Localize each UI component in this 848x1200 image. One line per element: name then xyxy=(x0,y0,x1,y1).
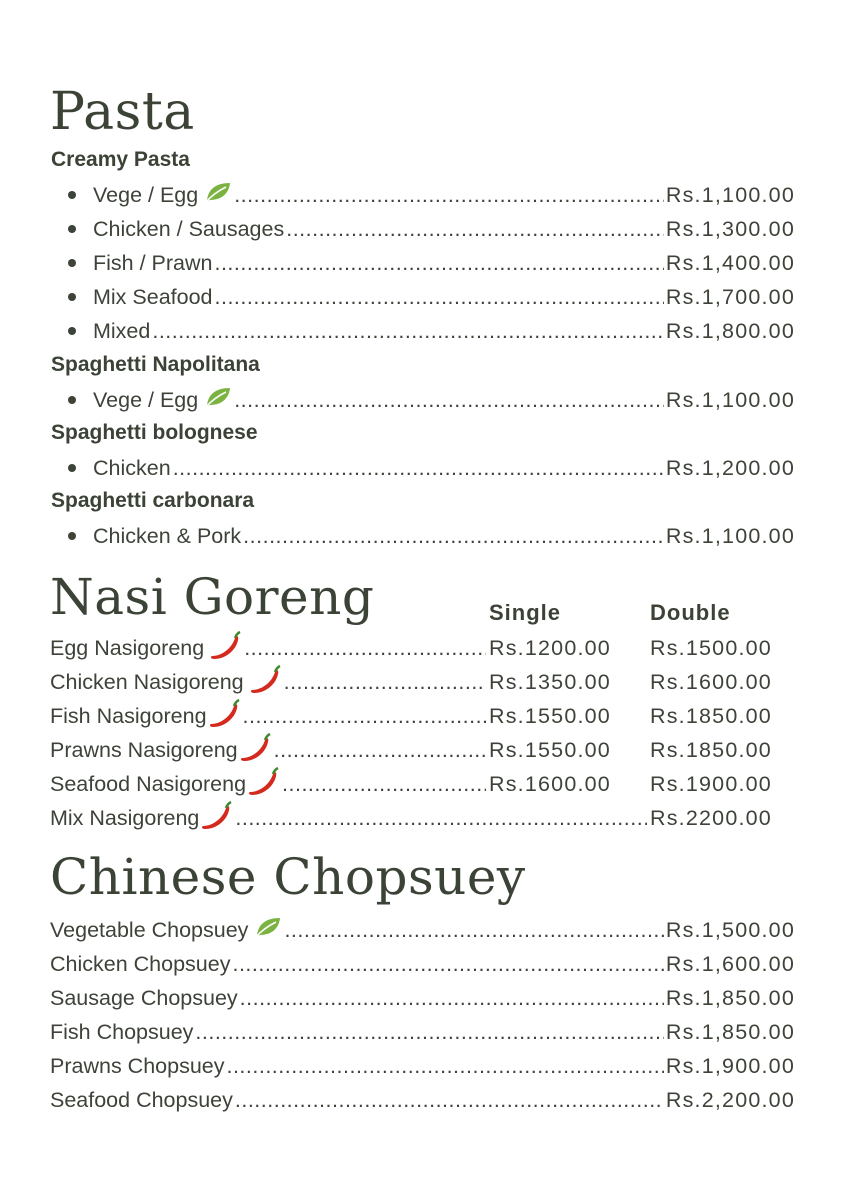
list-item xyxy=(50,1051,795,1081)
item-price: Rs.1,500.00 xyxy=(665,917,795,942)
leaf-icon xyxy=(254,916,282,944)
bullet-icon xyxy=(68,464,76,472)
item-name: Mix Nasigoreng xyxy=(50,805,200,830)
item-price-double: Rs.1850.00 xyxy=(650,704,772,728)
item-name: Chicken xyxy=(93,455,171,480)
item-price: Rs.1,700.00 xyxy=(665,284,795,309)
list-item xyxy=(50,453,795,483)
list-item xyxy=(50,949,795,979)
item-price: Rs.1,100.00 xyxy=(665,182,795,207)
subheading-spaghetti-carbonara: Spaghetti carbonara xyxy=(51,489,255,512)
item-name: Chicken / Sausages xyxy=(93,216,285,241)
item-name: Vege / Egg xyxy=(93,182,199,207)
subheading-creamy-pasta: Creamy Pasta xyxy=(51,148,190,171)
item-price: Rs.1,900.00 xyxy=(665,1053,795,1078)
item-name: Chicken & Pork xyxy=(93,523,242,548)
list-item xyxy=(50,316,795,346)
item-name: Seafood Nasigoreng xyxy=(50,771,247,796)
section-title-chinese-chopsuey: Chinese Chopsuey xyxy=(50,848,526,906)
item-name: Fish Nasigoreng xyxy=(50,703,207,728)
list-item xyxy=(50,735,488,765)
list-item xyxy=(50,1017,795,1047)
list-item xyxy=(50,983,795,1013)
bullet-icon xyxy=(68,191,76,199)
chili-icon xyxy=(199,800,233,836)
list-item xyxy=(50,248,795,278)
chili-icon xyxy=(248,664,282,700)
item-name: Chicken Nasigoreng xyxy=(50,669,244,694)
subheading-spaghetti-bolognese: Spaghetti bolognese xyxy=(51,421,258,444)
list-item xyxy=(50,701,488,731)
list-item xyxy=(50,667,488,697)
column-header-single: Single xyxy=(489,600,562,625)
item-name: Fish Chopsuey xyxy=(50,1019,194,1044)
item-price: Rs.1,100.00 xyxy=(665,387,795,412)
bullet-icon xyxy=(68,293,76,301)
item-name: Mixed xyxy=(93,318,151,343)
item-price: Rs.1,800.00 xyxy=(665,318,795,343)
item-name: Chicken Chopsuey xyxy=(50,951,231,976)
item-name: Prawns Chopsuey xyxy=(50,1053,225,1078)
list-item xyxy=(50,1085,795,1115)
item-price: Rs.2,200.00 xyxy=(665,1087,795,1112)
bullet-icon xyxy=(68,396,76,404)
item-price-double: Rs.1500.00 xyxy=(650,636,772,660)
item-name: Prawns Nasigoreng xyxy=(50,737,238,762)
chili-icon xyxy=(207,698,241,734)
bullet-icon xyxy=(68,327,76,335)
section-title-pasta: Pasta xyxy=(50,82,195,142)
chili-icon xyxy=(238,732,272,768)
item-price: Rs.1,600.00 xyxy=(665,951,795,976)
bullet-icon xyxy=(68,532,76,540)
item-price-single: Rs.1550.00 xyxy=(489,704,611,728)
item-price-double: Rs.1600.00 xyxy=(650,670,772,694)
item-price-single: Rs.1200.00 xyxy=(489,636,611,660)
item-price: Rs.1,300.00 xyxy=(665,216,795,241)
item-price-single: Rs.1550.00 xyxy=(489,738,611,762)
leaf-icon xyxy=(204,386,232,414)
bullet-icon xyxy=(68,225,76,233)
item-name: Egg Nasigoreng xyxy=(50,635,205,660)
item-name: Vege / Egg xyxy=(93,387,199,412)
list-item xyxy=(50,282,795,312)
list-item xyxy=(50,803,649,833)
item-name: Vegetable Chopsuey xyxy=(50,917,249,942)
list-item xyxy=(50,180,795,210)
bullet-icon xyxy=(68,259,76,267)
item-price-single: Rs.1600.00 xyxy=(489,772,611,796)
chili-icon xyxy=(246,766,280,802)
item-price-double: Rs.2200.00 xyxy=(650,806,772,830)
list-item xyxy=(50,521,795,551)
item-name: Seafood Chopsuey xyxy=(50,1087,233,1112)
item-price: Rs.1,400.00 xyxy=(665,250,795,275)
item-name: Sausage Chopsuey xyxy=(50,985,238,1010)
item-name: Fish / Prawn xyxy=(93,250,213,275)
item-price-double: Rs.1850.00 xyxy=(650,738,772,762)
item-price: Rs.1,850.00 xyxy=(665,1019,795,1044)
section-title-nasi-goreng: Nasi Goreng xyxy=(50,568,375,626)
list-item xyxy=(50,915,795,945)
item-price-single: Rs.1350.00 xyxy=(489,670,611,694)
list-item xyxy=(50,633,488,663)
item-price-double: Rs.1900.00 xyxy=(650,772,772,796)
item-price: Rs.1,100.00 xyxy=(665,523,795,548)
item-price: Rs.1,850.00 xyxy=(665,985,795,1010)
list-item xyxy=(50,769,488,799)
chili-icon xyxy=(208,630,242,666)
subheading-spaghetti-napolitana: Spaghetti Napolitana xyxy=(51,353,260,376)
item-price: Rs.1,200.00 xyxy=(665,455,795,480)
leaf-icon xyxy=(204,181,232,209)
item-name: Mix Seafood xyxy=(93,284,213,309)
list-item xyxy=(50,385,795,415)
list-item xyxy=(50,214,795,244)
column-header-double: Double xyxy=(650,600,731,625)
